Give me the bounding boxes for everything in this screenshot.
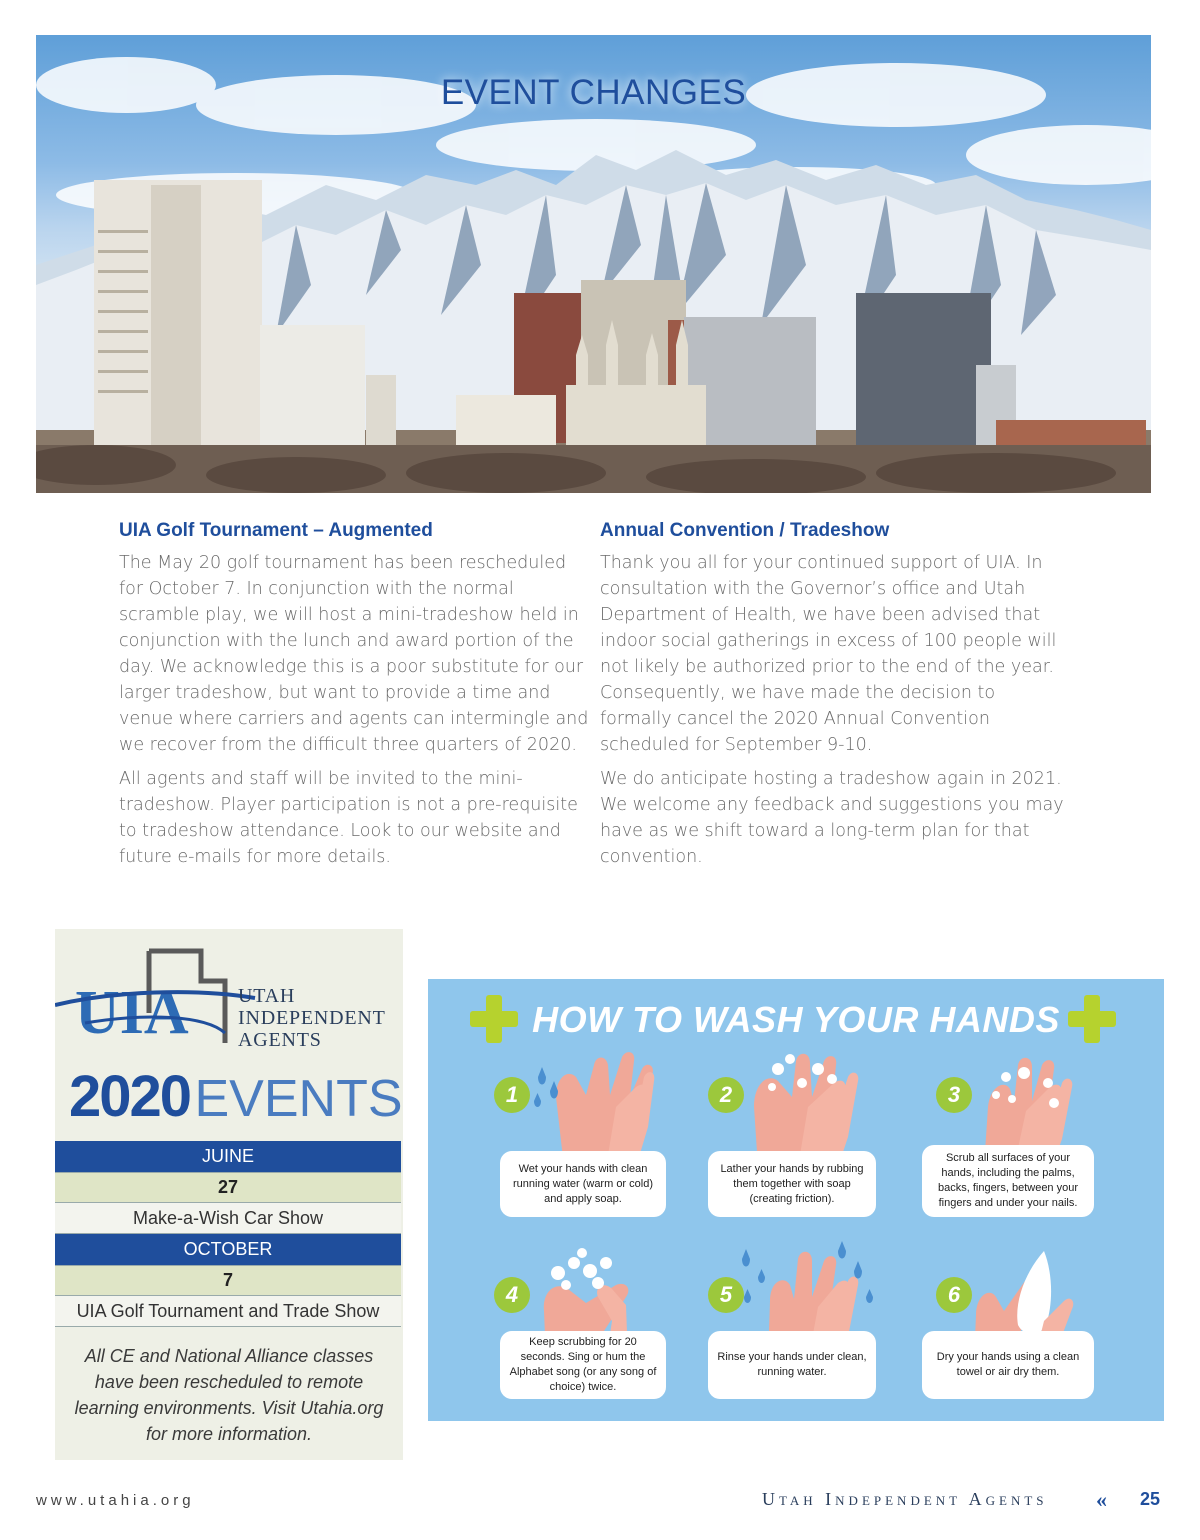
golf-tournament-article [119,520,589,878]
step-number: 1 [494,1077,530,1113]
events-year: 2020 [69,1064,191,1129]
uia-logo [55,943,403,1051]
page-number: 25 [1140,1489,1161,1509]
handwash-step [914,1047,1134,1237]
logo-word: UTAH [238,985,296,1007]
page-title: EVENT CHANGES [440,73,747,112]
handwash-step [486,1047,706,1237]
handwash-infographic [428,979,1164,1421]
events-note: All CE and National Alliance classes have been rescheduled to remote learning environments. Visit Utahia.org for more information. [74,1346,384,1444]
events-table [55,1141,401,1327]
step-card: Lather your hands by rubbing them together with soap (creating friction). [708,1151,876,1217]
convention-article [600,520,1070,878]
event-month: JUINE [55,1141,401,1172]
step-number: 2 [708,1077,744,1113]
handwash-step [698,1241,918,1421]
logo-wordmark [238,985,386,1051]
hero-image [36,35,1151,493]
logo-word: INDEPENDENT [238,1007,386,1029]
event-month: OCTOBER [55,1234,401,1265]
handwash-title: HOW TO WASH YOUR HANDS [532,999,1060,1040]
footer-publication: Utah Independent Agents [762,1489,1048,1509]
article-paragraph: Thank you all for your continued support of UIA. In consultation with the Governor’s office and Utah Department of Health, we have been advised that indoor social gatherings in excess of 100 people will not likely be authorized prior to the end of the year. Consequently, we have made the decision to formally cancel the 2020 Annual Convention scheduled for September 9-10. [600,553,1057,755]
article-paragraph: All agents and staff will be invited to the mini-tradeshow. Player participation is not a pre-requisite to tradeshow attendance. Look to our website and future e-mails for more details. [119,769,578,867]
step-number: 5 [708,1277,744,1313]
article-heading: UIA Golf Tournament – Augmented [119,520,433,541]
event-day: 27 [55,1172,401,1203]
step-card: Rinse your hands under clean, running water. [708,1331,876,1399]
article-paragraph: We do anticipate hosting a tradeshow again in 2021. We welcome any feedback and suggestions you may have as we shift toward a long-term plan for that convention. [600,769,1064,867]
step-number: 3 [936,1077,972,1113]
events-word: EVENTS [194,1070,403,1128]
article-heading: Annual Convention / Tradeshow [600,520,890,541]
event-name: Make-a-Wish Car Show [55,1203,401,1234]
event-day: 7 [55,1265,401,1296]
handwash-step [914,1241,1134,1421]
handwash-step [486,1241,706,1421]
logo-word: AGENTS [238,1029,322,1051]
events-title [69,1063,403,1130]
step-card: Wet your hands with clean running water (warm or cold) and apply soap. [500,1151,666,1217]
step-card: Dry your hands using a clean towel or air dry them. [922,1331,1094,1399]
footer-website: www.utahia.org [36,1492,195,1509]
event-name: UIA Golf Tournament and Trade Show [55,1296,401,1327]
step-number: 4 [494,1277,530,1313]
chevron-left-icon: « [1096,1487,1107,1512]
step-number: 6 [936,1277,972,1313]
logo-letters: UIA [75,979,189,1043]
step-card: Scrub all surfaces of your hands, including the palms, backs, fingers, between your fingers and under your nails. [922,1145,1094,1217]
handwash-step [698,1047,918,1237]
step-card: Keep scrubbing for 20 seconds. Sing or hum the Alphabet song (or any song of choice) twice. [500,1331,666,1399]
events-panel [55,929,403,1460]
article-paragraph: The May 20 golf tournament has been rescheduled for October 7. In conjunction with the normal scramble play, we will host a mini-tradeshow held in conjunction with the lunch and award portion of the day. We acknowledge this is a poor substitute for our larger tradeshow, but want to provide a time and venue where carriers and agents can intermingle and we recover from the difficult three quarters of 2020. [119,553,589,755]
